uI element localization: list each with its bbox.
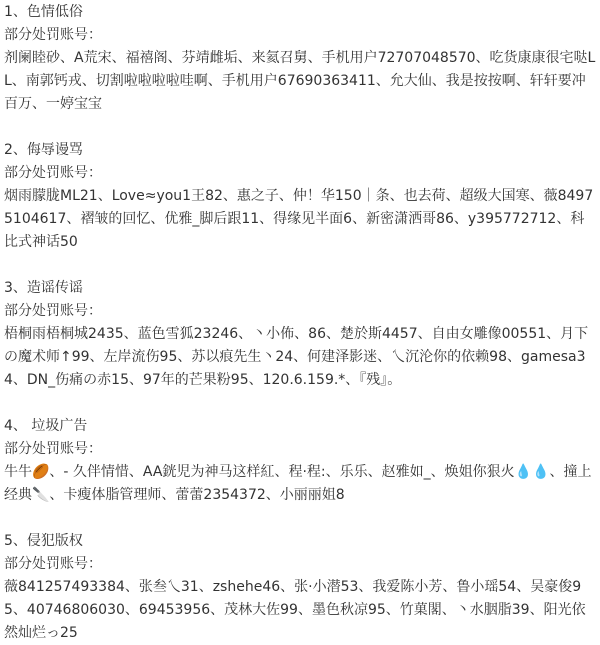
penalized-accounts-list: 剂阑睦砂、A荒宋、福禧阁、芬靖雌垢、来氦召舅、手机用户72707048570、吃货康康很宅哒LL、南郭钙戎、切割啦啦啦啦哇啊、手机用户67690363411、允大仙、我是按按啊、轩轩要冲百万、一婷宝宝	[4, 50, 596, 112]
section-heading: 4、 垃圾广告	[4, 418, 88, 434]
section-spam-ads	[4, 415, 598, 507]
section-subheading: 部分处罚账号：	[4, 27, 102, 43]
penalized-accounts-list: 牛牛🏉、- 久伴情惜、AA銧児为神马这样紅、程·程:、乐乐、赵雅如_、焕姐你狠火💧💧、撞上经典🔪、卡瘦体脂管理师、蕾蕾2354372、小丽丽姐8	[4, 464, 592, 503]
penalized-accounts-list: 烟雨朦胧ML21、Love≈you1王82、惠之子、仲！华150｜条、也去荷、超级大国寒、薇84975104617、褶皱的回忆、优雅_脚后跟11、得缘见半面6、新密潇洒哥86、y395772712、科比式神话50	[4, 188, 594, 250]
section-subheading: 部分处罚账号：	[4, 556, 102, 572]
section-copyright	[4, 530, 598, 645]
document-body	[4, 0, 598, 645]
penalized-accounts-list: 薇841257493384、张叁乀31、zshehe46、张·小潜53、我爱陈小芳、鲁小瑶54、吴豪俊95、40746806030、69453956、茂林大佐99、墨色秋凉95、竹菓閣、丶水胭脂39、阳光依然灿烂っ25	[4, 579, 586, 641]
section-subheading: 部分处罚账号：	[4, 303, 102, 319]
section-subheading: 部分处罚账号：	[4, 441, 102, 457]
section-heading: 1、色情低俗	[4, 4, 83, 20]
section-heading: 5、侵犯版权	[4, 533, 83, 549]
section-rumors	[4, 277, 598, 392]
section-heading: 3、造谣传谣	[4, 280, 83, 296]
section-heading: 2、侮辱谩骂	[4, 142, 83, 158]
penalized-accounts-list: 梧桐雨梧桐城2435、蓝色雪狐23246、丶小佈、86、楚於斯4457、自由女雕像00551、月下の魔术师↑99、左岸流伤95、苏以痕先生丶24、何建泽影迷、乀沉沦你的依赖98、gamesa34、DN_伤痛の赤15、97年的芒果粉95、120.6.159.*、『残』。	[4, 326, 589, 388]
section-porn-vulgar	[4, 1, 598, 116]
section-insult-abuse	[4, 139, 598, 254]
section-subheading: 部分处罚账号：	[4, 165, 102, 181]
